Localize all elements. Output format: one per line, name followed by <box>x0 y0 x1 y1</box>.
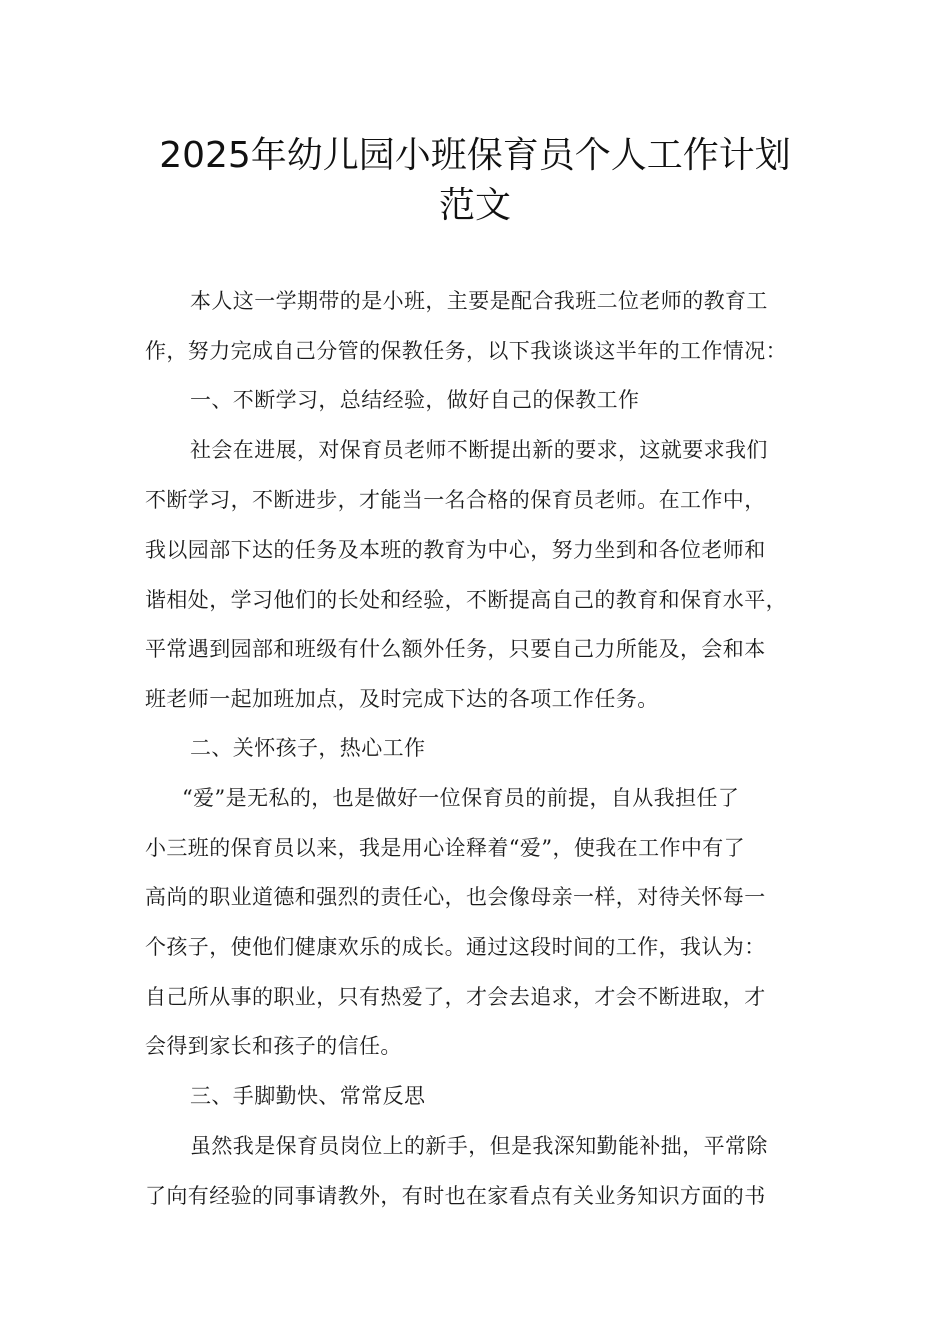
paragraph-line: 谐相处，学习他们的长处和经验，不断提高自己的教育和保育水平， <box>145 588 787 612</box>
paragraph-line: 不断学习，不断进步，才能当一名合格的保育员老师。在工作中， <box>145 488 766 512</box>
section-heading: 三、手脚勤快、常常反思 <box>190 1084 426 1108</box>
paragraph-line: 作，努力完成自己分管的保教任务，以下我谈谈这半年的工作情况： <box>145 339 787 363</box>
paragraph-line: 我以园部下达的任务及本班的教育为中心，努力坐到和各位老师和 <box>145 538 766 562</box>
paragraph-line: 自己所从事的职业，只有热爱了，才会去追求，才会不断进取，才 <box>145 985 766 1009</box>
paragraph-line: 社会在进展，对保育员老师不断提出新的要求，这就要求我们 <box>190 438 768 462</box>
paragraph-line: 会得到家长和孩子的信任。 <box>145 1034 402 1058</box>
document-title-line-2: 范文 <box>438 185 511 226</box>
paragraph-line: “爱”是无私的，也是做好一位保育员的前提，自从我担任了 <box>182 786 740 810</box>
section-heading: 二、关怀孩子，热心工作 <box>190 736 426 760</box>
paragraph-line: 了向有经验的同事请教外，有时也在家看点有关业务知识方面的书 <box>145 1184 766 1208</box>
document-title-line-1: 2025年幼儿园小班保育员个人工作计划 <box>159 135 791 176</box>
paragraph-line: 高尚的职业道德和强烈的责任心，也会像母亲一样，对待关怀每一 <box>145 885 766 909</box>
paragraph-line: 小三班的保育员以来，我是用心诠释着“爱”，使我在工作中有了 <box>145 836 746 860</box>
paragraph-line: 虽然我是保育员岗位上的新手，但是我深知勤能补拙，平常除 <box>190 1134 768 1158</box>
section-heading: 一、不断学习，总结经验，做好自己的保教工作 <box>190 388 640 412</box>
paragraph-line: 个孩子，使他们健康欢乐的成长。通过这段时间的工作，我认为： <box>145 935 766 959</box>
paragraph-line: 班老师一起加班加点，及时完成下达的各项工作任务。 <box>145 687 659 711</box>
paragraph-line: 本人这一学期带的是小班，主要是配合我班二位老师的教育工 <box>190 289 768 313</box>
paragraph-line: 平常遇到园部和班级有什么额外任务，只要自己力所能及，会和本 <box>145 637 766 661</box>
